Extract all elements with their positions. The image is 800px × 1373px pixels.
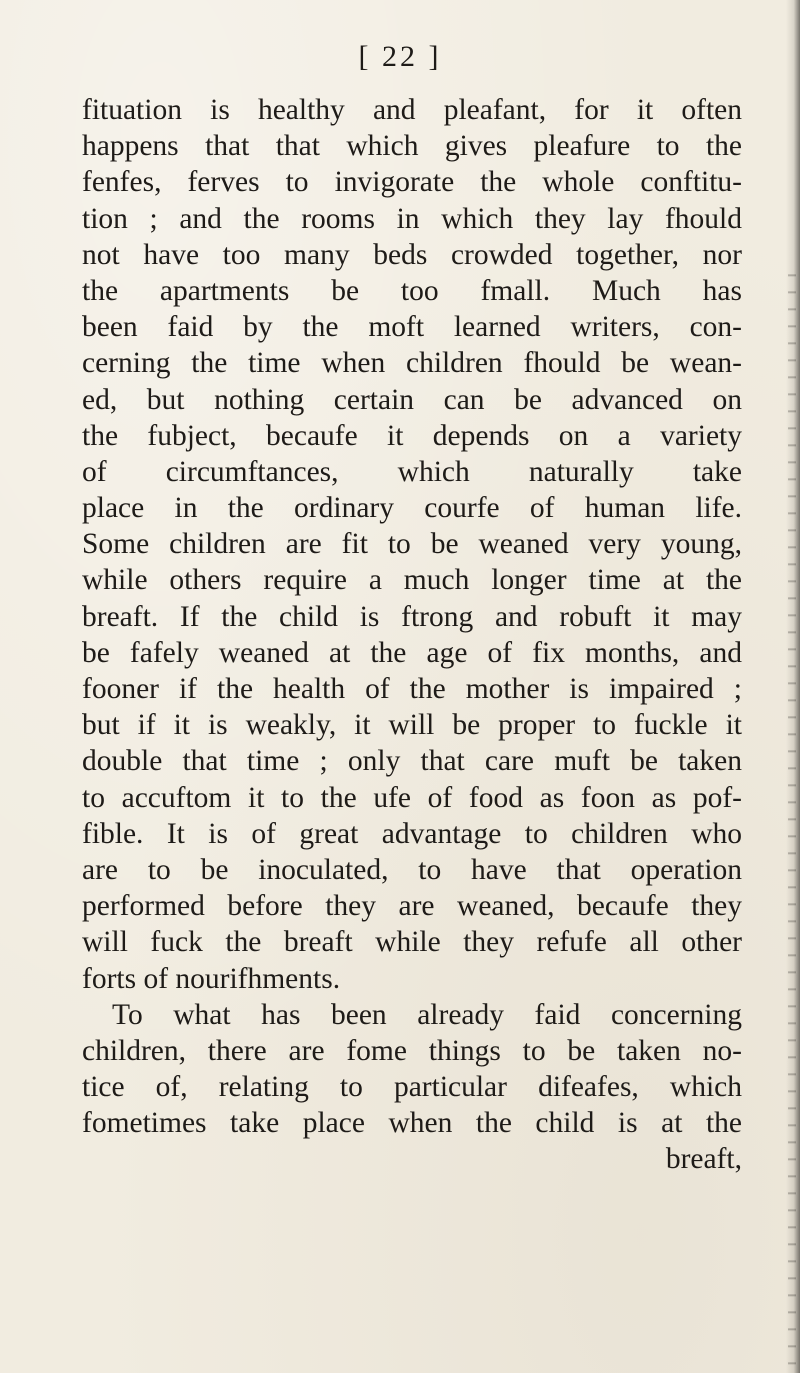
text-line: not have too many beds crowded together, nor [82,238,742,271]
text-line: breaft. If the child is ftrong and robuft it may [82,600,742,633]
text-line: fible. It is of great advantage to children who [82,817,742,850]
paragraph-2 [82,997,742,1142]
text-line: cerning the time when children fhould be wean- [82,347,742,380]
text-line: be fafely weaned at the age of fix months, and [82,636,742,669]
text-line: place in the ordinary courfe of human life. [82,492,742,525]
text-line: to accuftom it to the ufe of food as foon as pof- [82,781,742,814]
text-line: are to be inoculated, to have that operation [82,853,742,886]
text-line: happens that that which gives pleafure to the [82,130,742,163]
text-line: tice of, relating to particular difeafes, which [82,1071,742,1104]
catchword: breaft, [665,1143,742,1176]
text-line: children, there are fome things to be taken no- [82,1034,742,1067]
text-line: Some children are fit to be weaned very young, [82,528,742,561]
text-line: fometimes take place when the child is at the [82,1107,742,1140]
text-line: but if it is weakly, it will be proper to fuckle it [82,709,742,742]
page-number: [ 22 ] [358,40,442,73]
text-line: tion ; and the rooms in which they lay fhould [82,202,742,235]
text-line: ed, but nothing certain can be advanced on [82,383,742,416]
text-line: forts of nourifhments. [82,962,341,995]
text-line: the apartments be too fmall. Much has [82,274,742,307]
paragraph-1 [82,92,742,997]
text-line: performed before they are weaned, becaufe they [82,890,742,923]
text-line: To what has been already faid concerning [112,998,742,1031]
text-line: fenfes, ferves to invigorate the whole conftitu- [82,166,742,199]
text-line: been faid by the moft learned writers, con- [82,311,742,344]
text-line: double that time ; only that care muft be taken [82,745,742,778]
text-line: the fubject, becaufe it depends on a variety [82,419,742,452]
text-line: while others require a much longer time at the [82,564,742,597]
page-edge-texture [788,260,796,1370]
text-line: of circumftances, which naturally take [82,455,742,488]
text-line: fituation is healthy and pleafant, for it often [82,94,742,126]
text-line: will fuck the breaft while they refufe all other [82,926,742,959]
text-line: fooner if the health of the mother is impaired ; [82,673,742,705]
body-text [82,92,742,1178]
